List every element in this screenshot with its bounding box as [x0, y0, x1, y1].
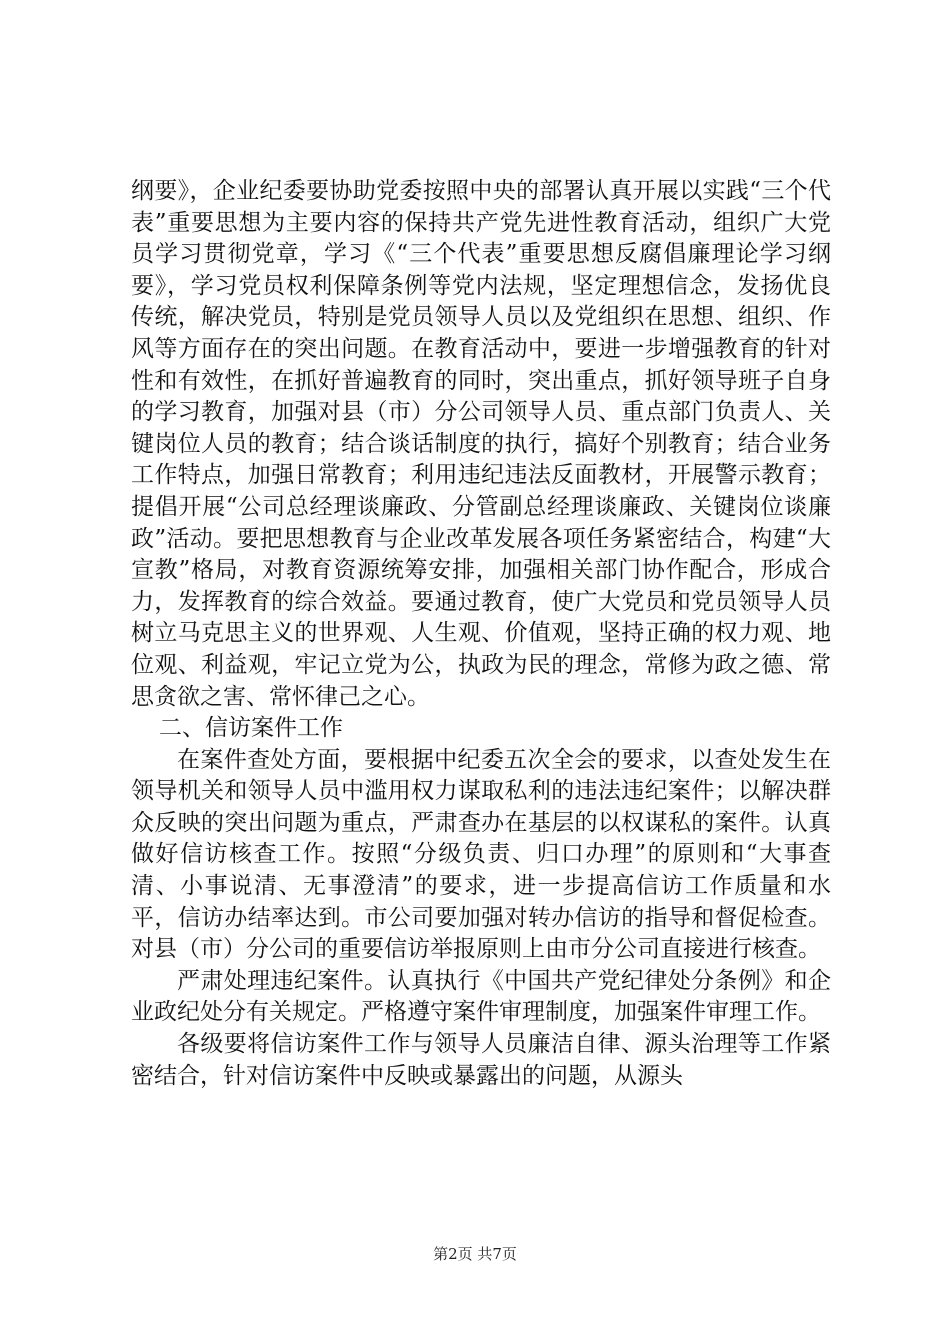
- page-number-footer: 第2页 共7页: [433, 1245, 517, 1263]
- document-body: [131, 176, 831, 1092]
- body-paragraph-1: 纲要》，企业纪委要协助党委按照中央的部署认真开展以实践“三个代表”重要思想为主要内容的保持共产党先进性教育活动，组织广大党员学习贯彻党章，学习《“三个代表”重要思想反腐倡廉理论学习纲要》，学习党员权利保障条例等党内法规，坚定理想信念，发扬优良传统，解决党员，特别是党员领导人员以及党组织在思想、组织、作风等方面存在的突出问题。在教育活动中，要进一步增强教育的针对性和有效性，在抓好普遍教育的同时，突出重点，抓好领导班子自身的学习教育，加强对县（市）分公司领导人员、重点部门负责人、关键岗位人员的教育；结合谈话制度的执行，搞好个别教育；结合业务工作特点，加强日常教育；利用违纪违法反面教材，开展警示教育；提倡开展“公司总经理谈廉政、分管副总经理谈廉政、关键岗位谈廉政”活动。要把思想教育与企业改革发展各项任务紧密结合，构建“大宣教”格局，对教育资源统筹安排，加强相关部门协作配合，形成合力，发挥教育的综合效益。要通过教育，使广大党员和党员领导人员树立马克思主义的世界观、人生观、价值观，坚持正确的权力观、地位观、利益观，牢记立党为公，执政为民的理念，常修为政之德、常思贪欲之害、常怀律己之心。: [131, 178, 831, 710]
- section-heading: 二、信访案件工作: [159, 715, 343, 742]
- body-paragraph-4: 各级要将信访案件工作与领导人员廉洁自律、源头治理等工作紧密结合，针对信访案件中反映或暴露出的问题，从源头: [131, 1031, 831, 1089]
- body-paragraph-3: 严肃处理违纪案件。认真执行《中国共产党纪律处分条例》和企业政纪处分有关规定。严格遵守案件审理制度，加强案件审理工作。: [131, 967, 831, 1026]
- body-paragraph-2: 在案件查处方面，要根据中纪委五次全会的要求，以查处发生在领导机关和领导人员中滥用权力谋取私利的违法违纪案件；以解决群众反映的突出问题为重点，严肃查办在基层的以权谋私的案件。认真做好信访核查工作。按照“分级负责、归口办理”的原则和“大事查清、小事说清、无事澄清”的要求，进一步提高信访工作质量和水平，信访办结率达到。市公司要加强对转办信访的指导和督促检查。对县（市）分公司的重要信访举报原则上由市分公司直接进行核查。: [131, 746, 831, 963]
